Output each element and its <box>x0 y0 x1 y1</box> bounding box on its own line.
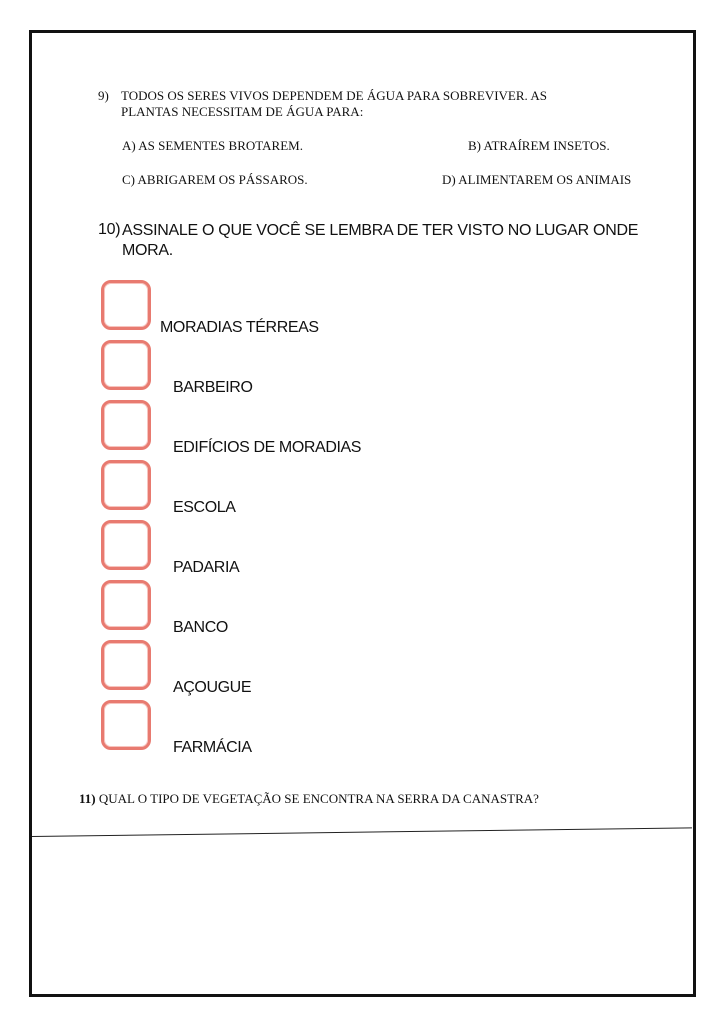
checkbox-banco[interactable] <box>101 580 151 630</box>
item-label-farmacia: FARMÁCIA <box>173 739 252 756</box>
q10-question <box>122 221 662 261</box>
q9-question-line2: PLANTAS NECESSITAM DE ÁGUA PARA: <box>121 104 364 119</box>
item-label-padaria: PADARIA <box>173 559 240 576</box>
q11-text: QUAL O TIPO DE VEGETAÇÃO SE ENCONTRA NA SERRA DA CANASTRA? <box>98 791 539 806</box>
checkbox-barbeiro[interactable] <box>101 340 151 390</box>
checkbox-edificios-de-moradias[interactable] <box>101 400 151 450</box>
q11-number: 11) <box>79 791 96 806</box>
q10-question-line1: ASSINALE O QUE VOCÊ SE LEMBRA DE TER VISTO NO LUGAR ONDE <box>122 222 639 239</box>
q9-option-b[interactable]: B) ATRAÍREM INSETOS. <box>468 138 610 153</box>
item-label-escola: ESCOLA <box>173 499 236 516</box>
item-label-edificios-de-moradias: EDIFÍCIOS DE MORADIAS <box>173 439 362 456</box>
q11-question <box>79 791 539 807</box>
item-label-moradias-terreas: MORADIAS TÉRREAS <box>160 319 319 336</box>
checkbox-escola[interactable] <box>101 460 151 510</box>
item-label-acougue: AÇOUGUE <box>173 679 252 696</box>
item-label-banco: BANCO <box>173 619 228 636</box>
q9-option-a[interactable]: A) AS SEMENTES BROTAREM. <box>122 138 303 153</box>
checkbox-acougue[interactable] <box>101 640 151 690</box>
q9-question <box>121 88 641 120</box>
q9-option-d[interactable]: D) ALIMENTAREM OS ANIMAIS <box>442 172 632 187</box>
checkbox-moradias-terreas[interactable] <box>101 280 151 330</box>
q9-option-c[interactable]: C) ABRIGAREM OS PÁSSAROS. <box>122 172 308 187</box>
q10-number: 10) <box>98 221 121 238</box>
q9-number: 9) <box>98 88 109 103</box>
item-label-barbeiro: BARBEIRO <box>173 379 253 396</box>
checkbox-padaria[interactable] <box>101 520 151 570</box>
q9-question-line1: TODOS OS SERES VIVOS DEPENDEM DE ÁGUA PARA SOBREVIVER. AS <box>121 88 547 103</box>
checkbox-farmacia[interactable] <box>101 700 151 750</box>
q10-question-line2: MORA. <box>122 242 173 259</box>
